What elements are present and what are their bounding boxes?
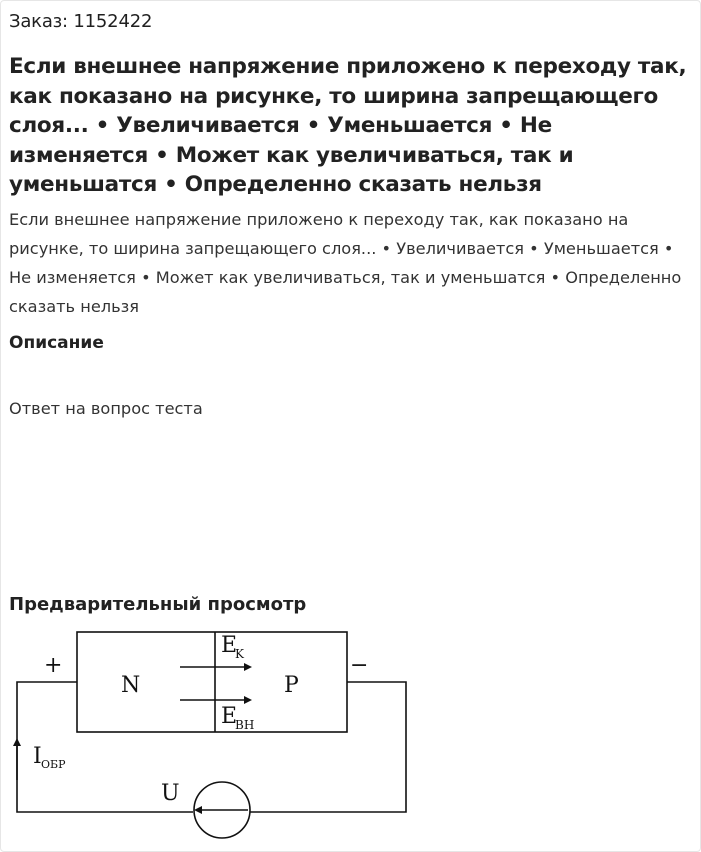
order-number: Заказ: 1152422 xyxy=(9,11,153,32)
question-text: Если внешнее напряжение приложено к переходу так, как показано на рисунке, то ширина запрещающего слоя... • Увеличивается • Уменьшается • Не изменяется • Может как увеличиваться, так и уменьшатся • Определенно сказать нельзя xyxy=(9,210,682,316)
ek-label: E xyxy=(221,633,238,658)
circuit-diagram xyxy=(0,620,701,852)
current-label: I xyxy=(33,744,42,769)
description-heading: Описание xyxy=(9,333,104,353)
n-region-label: N xyxy=(121,673,141,698)
semiconductor-block xyxy=(77,632,347,732)
page-title: Если внешнее напряжение приложено к переходу так, как показано на рисунке, то ширина запрещающего слоя... • Увеличивается • Уменьшается • Не изменяется • Может как увеличиваться, так и уменьшатся • Определенно сказать нельзя xyxy=(9,54,687,197)
evn-subscript: ВН xyxy=(235,718,255,732)
ek-subscript: K xyxy=(235,647,244,661)
plus-terminal-label: + xyxy=(44,653,63,678)
current-arrowhead xyxy=(13,738,21,746)
minus-terminal-label: − xyxy=(350,653,369,678)
current-subscript: ОБР xyxy=(41,758,66,771)
p-region-label: P xyxy=(284,673,299,698)
voltage-label: U xyxy=(161,781,180,806)
answer-text: Ответ на вопрос теста xyxy=(9,399,203,418)
field-evn-arrowhead xyxy=(244,696,252,704)
field-ek-arrowhead xyxy=(244,663,252,671)
preview-heading: Предварительный просмотр xyxy=(9,594,307,615)
source-arrowhead xyxy=(194,806,202,814)
wire-right xyxy=(250,682,406,812)
evn-label: E xyxy=(221,704,238,729)
